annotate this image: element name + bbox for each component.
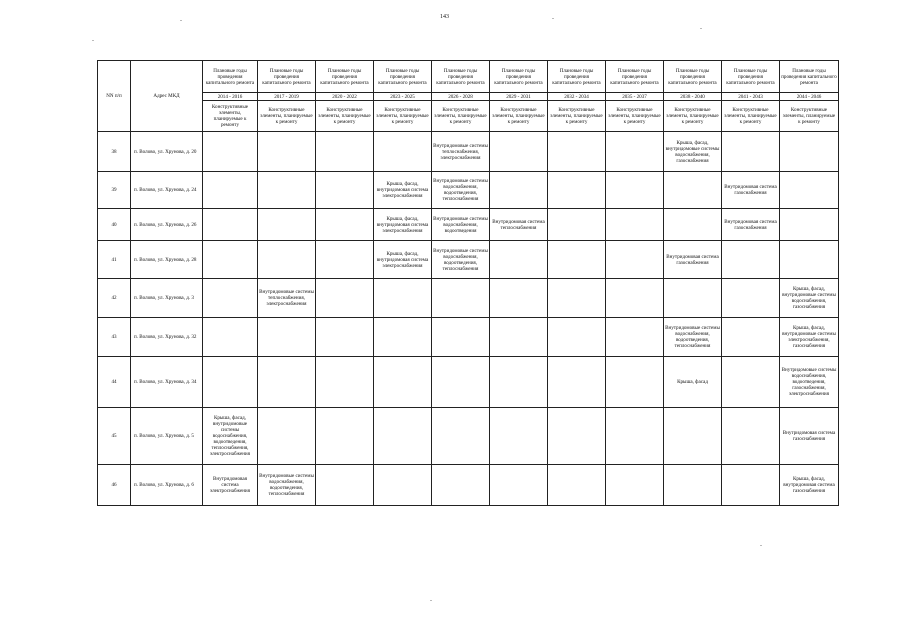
row-cell-period-11: Крыша, фасад, внутридомовая система газоснабжения — [780, 465, 839, 506]
row-cell-period-7 — [548, 241, 606, 279]
row-cell-period-10: Внутридомовая система газоснабжения — [722, 172, 780, 209]
row-cell-period-11: Крыша, фасад, внутридомовые системы электроснабжения, газоснабжения — [780, 318, 839, 357]
row-cell-period-8 — [606, 408, 664, 465]
row-cell-period-10 — [722, 318, 780, 357]
row-cell-period-1 — [203, 357, 258, 408]
header-period-range: 2026 - 2028 — [432, 93, 490, 101]
header-row-elements — [98, 101, 839, 132]
row-cell-period-8 — [606, 209, 664, 241]
header-elements-title: Конструктивные элементы, планируемые к ремонту — [548, 101, 606, 132]
row-cell-period-11: Внутридомовая система газоснабжения — [780, 408, 839, 465]
header-period-title: Плановые годы проведения капитального ремонта — [258, 61, 316, 93]
row-cell-period-5 — [432, 279, 490, 318]
row-cell-period-6: Внутридомовая система теплоснабжения — [490, 209, 548, 241]
scan-speck — [552, 18, 554, 19]
row-cell-period-10 — [722, 408, 780, 465]
row-address: п. Волово, ул. Хрунова, д. 26 — [131, 209, 203, 241]
row-cell-period-9 — [664, 279, 722, 318]
scan-speck — [700, 28, 702, 29]
row-cell-period-6 — [490, 279, 548, 318]
header-elements-title: Конструктивные элементы, планируемые к ремонту — [490, 101, 548, 132]
row-cell-period-6 — [490, 241, 548, 279]
row-cell-period-1 — [203, 209, 258, 241]
row-cell-period-3 — [316, 172, 374, 209]
row-cell-period-5 — [432, 465, 490, 506]
header-period-title: Плановые годы проведения капитального ремонта — [374, 61, 432, 93]
header-period-range: 2038 - 2040 — [664, 93, 722, 101]
row-cell-period-6 — [490, 132, 548, 172]
row-cell-period-4 — [374, 318, 432, 357]
row-cell-period-5 — [432, 357, 490, 408]
header-period-range: 2017 - 2019 — [258, 93, 316, 101]
row-address: п. Волово, ул. Хрунова, д. 3 — [131, 279, 203, 318]
header-period-range: 2044 - 2046 — [780, 93, 839, 101]
header-period-title: Плановые годы проведения капитального ремонта — [548, 61, 606, 93]
row-cell-period-3 — [316, 318, 374, 357]
header-elements-title: Конструктивные элементы, планируемые к ремонту — [432, 101, 490, 132]
row-cell-period-7 — [548, 172, 606, 209]
row-address: п. Волово, ул. Хрунова, д. 28 — [131, 241, 203, 279]
row-cell-period-8 — [606, 465, 664, 506]
row-number: 45 — [98, 408, 131, 465]
row-cell-period-7 — [548, 318, 606, 357]
row-cell-period-7 — [548, 357, 606, 408]
row-cell-period-3 — [316, 465, 374, 506]
row-cell-period-8 — [606, 318, 664, 357]
capital-repair-plan-table — [97, 60, 839, 506]
row-cell-period-2 — [258, 241, 316, 279]
row-cell-period-6 — [490, 408, 548, 465]
row-cell-period-1 — [203, 132, 258, 172]
row-cell-period-2 — [258, 209, 316, 241]
row-cell-period-4: Крыша, фасад, внутридомовая система электроснабжения — [374, 241, 432, 279]
row-cell-period-11: Внутридомовые системы водоснабжения, водоотведения, газоснабжения, электроснабжения — [780, 357, 839, 408]
row-cell-period-11 — [780, 132, 839, 172]
row-cell-period-5 — [432, 408, 490, 465]
scan-speck — [760, 545, 762, 546]
row-number: 42 — [98, 279, 131, 318]
row-cell-period-3 — [316, 408, 374, 465]
header-period-range: 2020 - 2022 — [316, 93, 374, 101]
row-cell-period-11: Крыша, фасад, внутридомовые системы водоснабжения, газоснабжения — [780, 279, 839, 318]
header-elements-title: Конструктивные элементы, планируемые к ремонту — [780, 101, 839, 132]
header-row-ranges — [98, 93, 839, 101]
row-cell-period-1: Крыша, фасад, внутридомовые системы водоснабжения, водоотведения, теплоснабжения, электроснабжения — [203, 408, 258, 465]
row-cell-period-3 — [316, 209, 374, 241]
row-cell-period-4 — [374, 408, 432, 465]
row-cell-period-5: Внутридомовые системы водоснабжения, водоотведения, теплоснабжения — [432, 241, 490, 279]
row-cell-period-11 — [780, 172, 839, 209]
row-cell-period-4: Крыша, фасад, внутридомовая система электроснабжения — [374, 172, 432, 209]
row-address: п. Волово, ул. Хрунова, д. 34 — [131, 357, 203, 408]
row-cell-period-10 — [722, 357, 780, 408]
row-number: 44 — [98, 357, 131, 408]
table-row — [98, 172, 839, 209]
row-address: п. Волово, ул. Хрунова, д. 5 — [131, 408, 203, 465]
row-cell-period-8 — [606, 279, 664, 318]
row-address: п. Волово, ул. Хрунова, д. 20 — [131, 132, 203, 172]
row-cell-period-2 — [258, 408, 316, 465]
row-cell-period-3 — [316, 357, 374, 408]
row-cell-period-4 — [374, 357, 432, 408]
row-cell-period-8 — [606, 241, 664, 279]
row-cell-period-9 — [664, 172, 722, 209]
row-number: 41 — [98, 241, 131, 279]
row-address: п. Волово, ул. Хрунова, д. 6 — [131, 465, 203, 506]
row-cell-period-10: Внутридомовая система газоснабжения — [722, 209, 780, 241]
table-body — [98, 132, 839, 506]
row-cell-period-9 — [664, 209, 722, 241]
header-elements-title: Конструктивные элементы, планируемые к ремонту — [316, 101, 374, 132]
row-cell-period-6 — [490, 465, 548, 506]
header-elements-title: Конструктивные элементы, планируемые к ремонту — [664, 101, 722, 132]
scan-speck — [92, 40, 94, 41]
table-row — [98, 465, 839, 506]
row-cell-period-7 — [548, 465, 606, 506]
row-cell-period-10 — [722, 465, 780, 506]
header-elements-title: Конструктивные элементы, планируемые к ремонту — [722, 101, 780, 132]
row-address: п. Волово, ул. Хрунова, д. 32 — [131, 318, 203, 357]
table-row — [98, 408, 839, 465]
row-cell-period-9: Крыша, фасад — [664, 357, 722, 408]
row-cell-period-7 — [548, 209, 606, 241]
header-elements-title: Конструктивные элементы, планируемые к ремонту — [606, 101, 664, 132]
row-cell-period-3 — [316, 132, 374, 172]
header-period-title: Плановые годы проведения капитального ремонта — [606, 61, 664, 93]
row-cell-period-9: Крыша, фасад, внутридомовые системы водоснабжения, газоснабжения — [664, 132, 722, 172]
header-period-range: 2023 - 2025 — [374, 93, 432, 101]
header-period-range: 2029 - 2031 — [490, 93, 548, 101]
row-cell-period-3 — [316, 241, 374, 279]
header-elements-title: Конструктивные элементы, планируемые к ремонту — [258, 101, 316, 132]
row-cell-period-8 — [606, 132, 664, 172]
row-number: 38 — [98, 132, 131, 172]
header-period-title: Плановые годы проведения капитального ремонта — [432, 61, 490, 93]
header-period-title: Плановые годы проведения капитального ремонта — [664, 61, 722, 93]
row-cell-period-10 — [722, 279, 780, 318]
scan-speck — [430, 600, 432, 601]
row-cell-period-2 — [258, 172, 316, 209]
row-cell-period-6 — [490, 318, 548, 357]
row-cell-period-11 — [780, 209, 839, 241]
row-cell-period-7 — [548, 279, 606, 318]
row-cell-period-7 — [548, 132, 606, 172]
header-period-range: 2041 - 2043 — [722, 93, 780, 101]
row-cell-period-2 — [258, 132, 316, 172]
table-row — [98, 279, 839, 318]
row-cell-period-1 — [203, 241, 258, 279]
row-cell-period-1 — [203, 172, 258, 209]
row-cell-period-7 — [548, 408, 606, 465]
header-address: Адрес МКД — [131, 61, 203, 132]
row-cell-period-1 — [203, 279, 258, 318]
row-cell-period-5: Внутридомовые системы теплоснабжения, электроснабжения — [432, 132, 490, 172]
row-cell-period-2: Внутридомовые системы водоснабжения, водоотведения, теплоснабжения — [258, 465, 316, 506]
table-row — [98, 318, 839, 357]
header-period-range: 2014 - 2016 — [203, 93, 258, 101]
row-cell-period-5 — [432, 318, 490, 357]
row-cell-period-10 — [722, 132, 780, 172]
row-cell-period-5: Внутридомовые системы водоснабжения, водоотведения — [432, 209, 490, 241]
row-number: 43 — [98, 318, 131, 357]
row-cell-period-9: Внутридомовая система газоснабжения — [664, 241, 722, 279]
row-cell-period-1: Внутридомовая система электроснабжения — [203, 465, 258, 506]
table-row — [98, 241, 839, 279]
header-elements-title: Конструктивные элементы, планируемые к ремонту — [374, 101, 432, 132]
row-cell-period-6 — [490, 357, 548, 408]
table-row — [98, 209, 839, 241]
page-number: 143 — [440, 14, 449, 20]
row-cell-period-9: Внутридомовые системы водоснабжения, водоотведения, теплоснабжения — [664, 318, 722, 357]
row-cell-period-10 — [722, 241, 780, 279]
row-cell-period-4 — [374, 465, 432, 506]
row-number: 40 — [98, 209, 131, 241]
table-row — [98, 132, 839, 172]
scan-speck — [180, 20, 182, 21]
row-number: 46 — [98, 465, 131, 506]
header-period-range: 2032 - 2034 — [548, 93, 606, 101]
row-cell-period-9 — [664, 408, 722, 465]
row-cell-period-1 — [203, 318, 258, 357]
row-cell-period-8 — [606, 357, 664, 408]
table-row — [98, 357, 839, 408]
row-cell-period-9 — [664, 465, 722, 506]
header-period-title: Плановые годы проведения капитального ремонта — [203, 61, 258, 93]
header-period-title: Плановые годы проведения капитального ремонта — [490, 61, 548, 93]
header-elements-title: Конструктивные элементы, планируемые к ремонту — [203, 101, 258, 132]
header-period-range: 2035 - 2037 — [606, 93, 664, 101]
header-period-title: Плановые годы проведения капитального ремонта — [316, 61, 374, 93]
row-cell-period-6 — [490, 172, 548, 209]
row-cell-period-4: Крыша, фасад, внутридомовая система электроснабжения — [374, 209, 432, 241]
row-number: 39 — [98, 172, 131, 209]
row-cell-period-11 — [780, 241, 839, 279]
header-period-title: Плановые годы проведения капитального ремонта — [780, 61, 839, 93]
row-address: п. Волово, ул. Хрунова, д. 24 — [131, 172, 203, 209]
header-period-title: Плановые годы проведения капитального ремонта — [722, 61, 780, 93]
row-cell-period-2: Внутридомовые системы теплоснабжения, электроснабжения — [258, 279, 316, 318]
row-cell-period-3 — [316, 279, 374, 318]
row-cell-period-2 — [258, 318, 316, 357]
header-number: NN п/п — [98, 61, 131, 132]
header-row-periods — [98, 61, 839, 93]
row-cell-period-4 — [374, 132, 432, 172]
row-cell-period-4 — [374, 279, 432, 318]
row-cell-period-8 — [606, 172, 664, 209]
row-cell-period-2 — [258, 357, 316, 408]
row-cell-period-5: Внутридомовые системы водоснабжения, водоотведения, теплоснабжения — [432, 172, 490, 209]
